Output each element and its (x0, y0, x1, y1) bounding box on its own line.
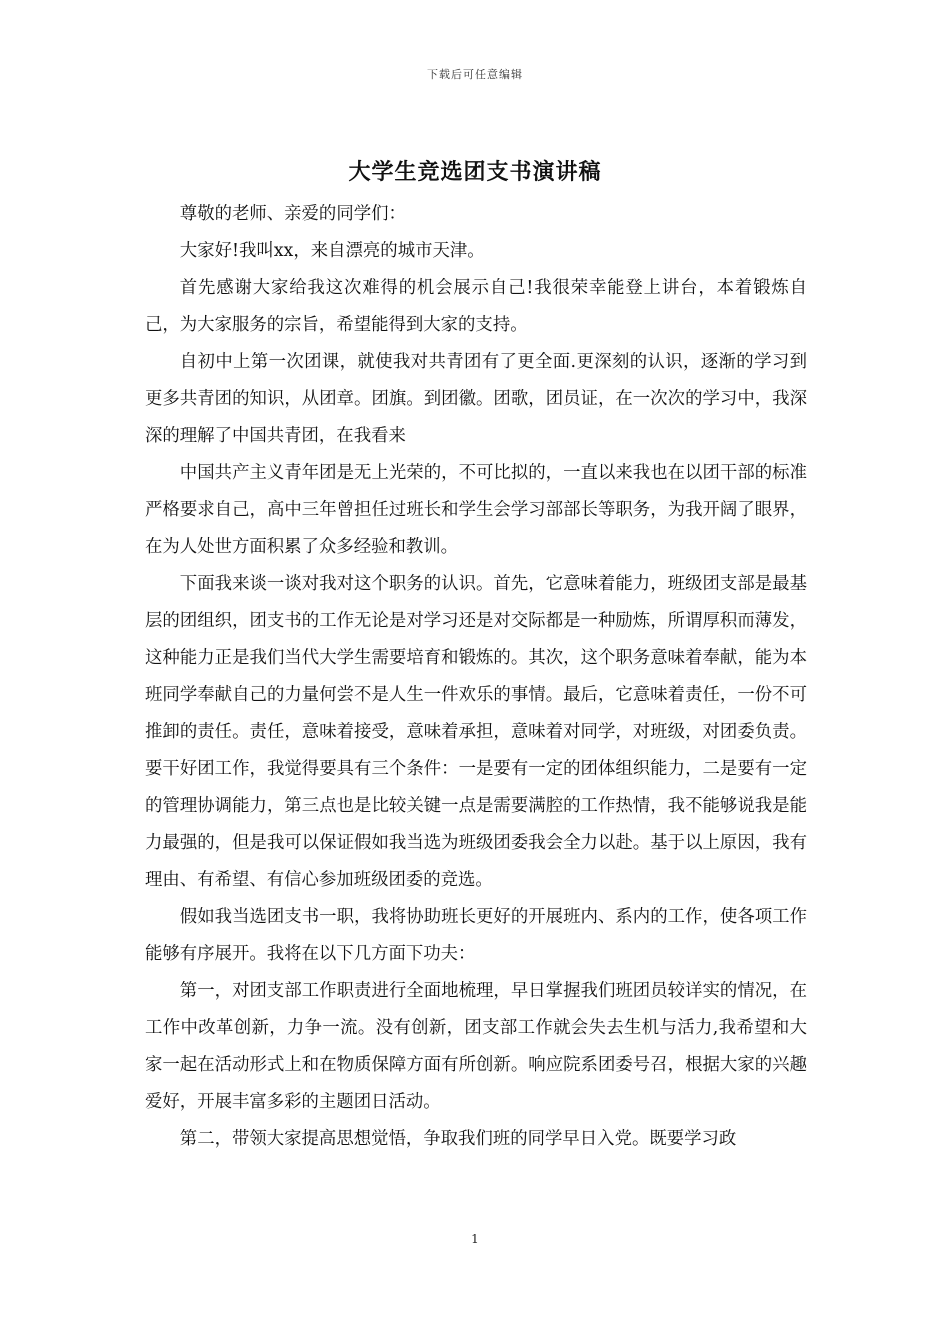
document-title: 大学生竞选团支书演讲稿 (348, 159, 602, 185)
paragraph-youth-league: 中国共产主义青年团是无上光荣的，不可比拟的，一直以来我也在以团干部的标准严格要求自己，高中三年曾担任过班长和学生会学习部部长等职务，为我开阔了眼界，在为人处世方面积累了众多经验和教训。 (145, 463, 807, 557)
document-body (145, 196, 807, 1158)
paragraph-plan-intro: 假如我当选团支书一职，我将协助班长更好的开展班内、系内的工作，使各项工作能够有序展开。我将在以下几方面下功夫： (145, 907, 807, 964)
paragraph-experience: 自初中上第一次团课，就使我对共青团有了更全面.更深刻的认识，逐渐的学习到更多共青团的知识，从团章。团旗。到团徽。团歌，团员证，在一次次的学习中，我深深的理解了中国共青团，在我看来 (145, 352, 807, 446)
header-note: 下载后可任意编辑 (427, 68, 523, 81)
paragraph-first-point: 第一，对团支部工作职责进行全面地梳理，早日掌握我们班团员较详实的情况，在工作中改革创新，力争一流。没有创新，团支部工作就会失去生机与活力,我希望和大家一起在活动形式上和在物质保障方面有所创新。响应院系团委号召，根据大家的兴趣爱好，开展丰富多彩的主题团日活动。 (145, 981, 807, 1112)
paragraph-second-point: 第二，带领大家提高思想觉悟，争取我们班的同学早日入党。既要学习政 (179, 1129, 737, 1149)
page-number: 1 (471, 1232, 479, 1246)
paragraph-greeting: 尊敬的老师、亲爱的同学们： (179, 204, 406, 224)
paragraph-thanks: 首先感谢大家给我这次难得的机会展示自己!我很荣幸能登上讲台，本着锻炼自己，为大家服务的宗旨，希望能得到大家的支持。 (145, 278, 807, 335)
paragraph-introduction: 大家好!我叫xx，来自漂亮的城市天津。 (179, 241, 485, 261)
paragraph-understanding: 下面我来谈一谈对我对这个职务的认识。首先，它意味着能力，班级团支部是最基层的团组织，团支书的工作无论是对学习还是对交际都是一种励炼，所谓厚积而薄发，这种能力正是我们当代大学生需要培育和锻炼的。其次，这个职务意味着奉献，能为本班同学奉献自己的力量何尝不是人生一件欢乐的事情。最后，它意味着责任，一份不可推卸的责任。责任，意味着接受，意味着承担，意味着对同学，对班级，对团委负责。要干好团工作，我觉得要具有三个条件：一是要有一定的团体组织能力，二是要有一定的管理协调能力，第三点也是比较关键一点是需要满腔的工作热情，我不能够说我是能力最强的，但是我可以保证假如我当选为班级团委我会全力以赴。基于以上原因，我有理由、有希望、有信心参加班级团委的竞选。 (145, 574, 807, 890)
